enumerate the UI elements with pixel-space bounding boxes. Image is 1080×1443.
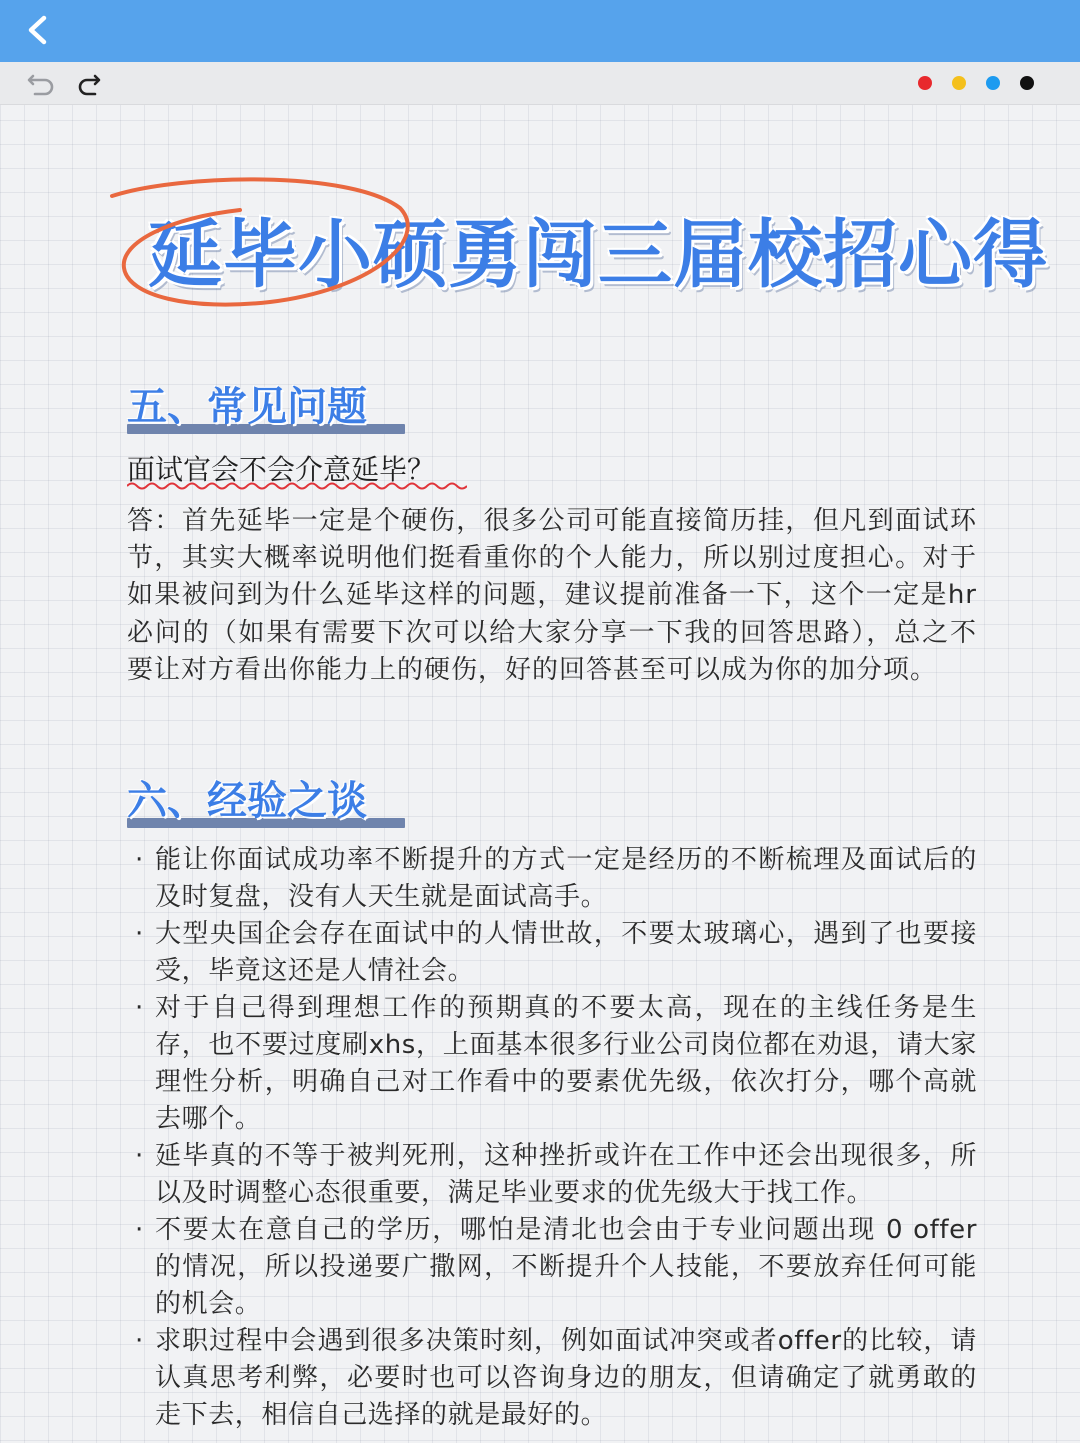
title-block <box>100 170 1048 320</box>
list-item-text: 求职过程中会遇到很多决策时刻，例如面试冲突或者offer的比较，请认真思考利弊，必要时也可以咨询身边的朋友，但请确定了就勇敢的走下去，相信自己选择的就是最好的。 <box>155 1326 977 1430</box>
redo-icon <box>75 70 105 96</box>
list-item-text: 对于自己得到理想工作的预期真的不要太高，现在的主线任务是生存，也不要过度刷xhs，上面基本很多行业公司岗位都在劝退，请大家理性分析，明确自己对工作看中的要素优先级，依次打分，哪个高就去哪个。 <box>155 993 977 1134</box>
section-five-title: 五、常见问题 <box>127 384 367 430</box>
color-black-swatch[interactable] <box>1020 76 1034 90</box>
list-item-text: 延毕真的不等于被判死刑，这种挫折或许在工作中还会出现很多，所以及时调整心态很重要，满足毕业要求的优先级大于找工作。 <box>155 1141 977 1208</box>
section-five-heading <box>127 374 412 434</box>
color-yellow-swatch[interactable] <box>952 76 966 90</box>
page-title: 延毕小硕勇闯三届校招心得 <box>148 212 1048 298</box>
undo-icon <box>27 70 57 96</box>
list-item <box>127 1323 977 1434</box>
bullet-mark: · <box>135 993 144 1023</box>
section-six-title: 六、经验之谈 <box>127 778 367 824</box>
wavy-underline-icon <box>127 481 467 491</box>
bullet-mark: · <box>135 845 144 875</box>
list-item-text: 大型央国企会存在面试中的人情世故，不要太玻璃心，遇到了也要接受，毕竟这还是人情社会。 <box>155 919 977 986</box>
faq-answer: 答：首先延毕一定是个硬伤，很多公司可能直接简历挂，但凡到面试环节，其实大概率说明他们挺看重你的个人能力，所以别过度担心。对于如果被问到为什么延毕这样的问题，建议提前准备一下，这个一定是hr必问的（如果有需要下次可以给大家分享一下我的回答思路），总之不要让对方看出你能力上的硬伤，好的回答甚至可以成为你的加分项。 <box>127 506 977 685</box>
back-button[interactable] <box>18 10 58 50</box>
faq-question: 面试官会不会介意延毕？ <box>127 453 436 486</box>
list-item <box>127 990 977 1138</box>
list-item <box>127 916 977 990</box>
experience-list <box>127 842 977 1434</box>
list-item <box>127 842 977 916</box>
color-red-swatch[interactable] <box>918 76 932 90</box>
redo-button[interactable] <box>74 68 106 98</box>
hand-drawn-circle-icon <box>100 170 420 320</box>
section-six-heading <box>127 768 412 828</box>
list-item <box>127 1138 977 1212</box>
list-item-text: 能让你面试成功率不断提升的方式一定是经历的不断梳理及面试后的及时复盘，没有人天生就是面试高手。 <box>155 845 977 912</box>
bullet-mark: · <box>135 919 144 949</box>
bullet-mark: · <box>135 1326 144 1356</box>
top-nav-bar <box>0 0 1080 62</box>
undo-button[interactable] <box>26 68 58 98</box>
color-blue-swatch[interactable] <box>986 76 1000 90</box>
bullet-mark: · <box>135 1215 144 1245</box>
list-item-text: 不要太在意自己的学历，哪怕是清北也会由于专业问题出现 0 offer 的情况，所以投递要广撒网，不断提升个人技能，不要放弃任何可能的机会。 <box>155 1215 977 1319</box>
bullet-mark: · <box>135 1141 144 1171</box>
list-item <box>127 1212 977 1323</box>
chevron-left-icon <box>25 15 51 45</box>
